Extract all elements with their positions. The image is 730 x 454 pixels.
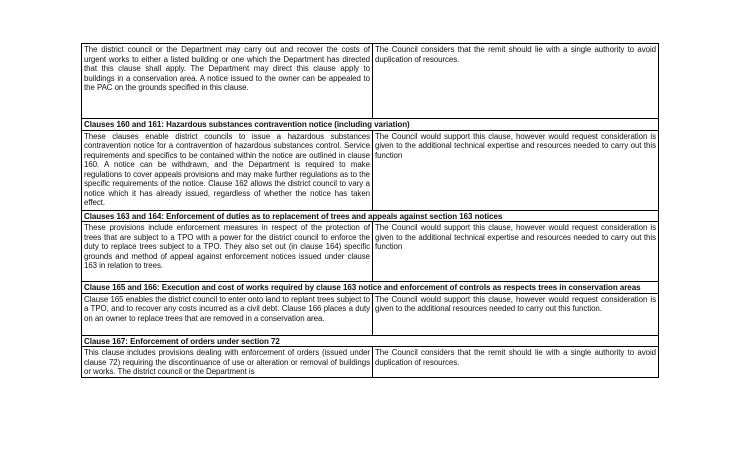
council-response-cell: The Council considers that the remit should lie with a single authority to avoid duplication of resources. <box>373 347 659 378</box>
clause-comments-table <box>81 43 659 378</box>
council-response-cell: The Council would support this clause, however would request consideration is given to the additional resources needed to carry out this function. <box>373 293 659 335</box>
section-heading-row <box>82 282 659 294</box>
section-heading: Clauses 160 and 161: Hazardous substances contravention notice (including variation) <box>82 119 659 131</box>
section-heading: Clauses 163 and 164: Enforcement of duties as to replacement of trees and appeals against section 163 notices <box>82 210 659 222</box>
clause-description-cell: These clauses enable district councils to issue a hazardous substances contravention notice for a contravention of hazardous substances control. Service requirements and specifics to be contained within the notice are outlined in clause 160. A notice can be withdrawn, and the Department is required to make regulations to cover appeals provisions and may make further regulations as to the specific requirements of the notice. Clause 162 allows the district council to vary a notice which it has already issued, regardless of whether the notice has taken effect. <box>82 130 373 210</box>
table-row <box>82 130 659 210</box>
table-row <box>82 44 659 119</box>
table-row <box>82 222 659 282</box>
section-heading: Clause 165 and 166: Execution and cost of works required by clause 163 notice and enforcement of controls as respects trees in conservation areas <box>82 282 659 294</box>
clause-description-cell: The district council or the Department may carry out and recover the costs of urgent works to either a listed building or one which the Department has directed that this clause shall apply. The Department may direct this clause apply to buildings in a conservation area. A notice issued to the owner can be appealed to the PAC on the grounds specified in this clause. <box>82 44 373 119</box>
table-row <box>82 293 659 335</box>
council-response-cell: The Council would support this clause, however would request consideration is given to the additional technical expertise and resources needed to carry out this function <box>373 222 659 282</box>
clause-description-cell: These provisions include enforcement measures in respect of the protection of trees that are subject to a TPO with a power for the district council to enforce the duty to replace trees subject to a TPO. They also set out (in clause 164) specific grounds and method of appeal against enforcement notices issued under clause 163 in relation to trees. <box>82 222 373 282</box>
section-heading-row <box>82 210 659 222</box>
clause-description-cell: Clause 165 enables the district council to enter onto land to replant trees subject to a TPO, and to recover any costs incurred as a civil debt. Clause 166 places a duty on an owner to replace trees that are removed in a conservation area. <box>82 293 373 335</box>
clause-description-cell: This clause includes provisions dealing with enforcement of orders (issued under clause 72) requiring the discontinuance of use or alteration or removal of buildings or works. The district council or the Department is <box>82 347 373 378</box>
section-heading-row <box>82 119 659 131</box>
section-heading-row <box>82 335 659 347</box>
council-response-cell: The Council would support this clause, however would request consideration is given to the additional technical expertise and resources needed to carry out this function <box>373 130 659 210</box>
section-heading: Clause 167: Enforcement of orders under section 72 <box>82 335 659 347</box>
table-row <box>82 347 659 378</box>
council-response-cell: The Council considers that the remit should lie with a single authority to avoid duplication of resources. <box>373 44 659 119</box>
